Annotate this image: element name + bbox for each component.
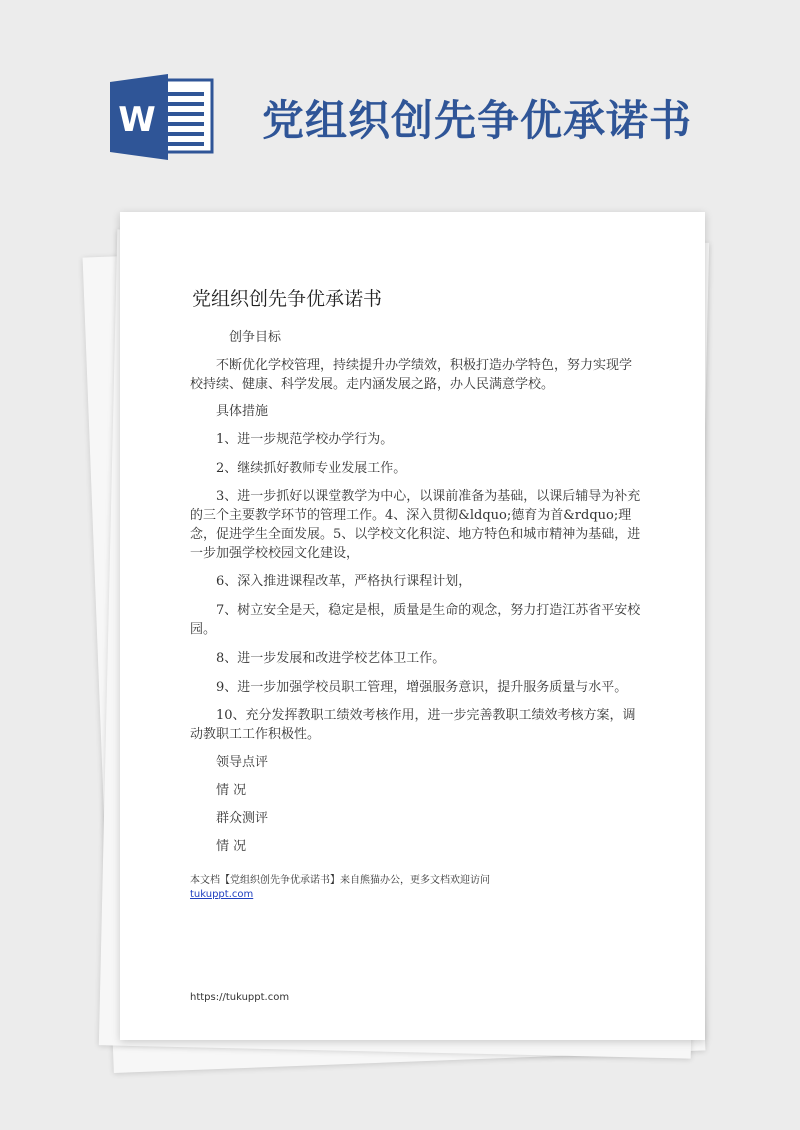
source-footnote [190,874,490,902]
paragraph: 10、充分发挥教职工绩效考核作用，进一步完善教职工绩效考核方案，调动教职工工作积极性。 [190,708,636,742]
word-document-icon [110,72,220,162]
document-page [120,212,705,1040]
footnote-text: 本文档【党组织创先争优承诺书】来自熊猫办公，更多文档欢迎访问 [190,875,490,886]
paragraph: 2、继续抓好教师专业发展工作。 [216,461,407,476]
section-heading: 创争目标 [229,330,282,345]
section-heading: 领导点评 [216,755,269,770]
paragraph: 3、进一步抓好以课堂教学为中心，以课前准备为基础，以课后辅导为补充的三个主要教学环节的管理工作。4、深入贯彻&ldquo;德育为首&rdquo;理念，促进学生全面发展。5、以学校文化积淀、地方特色和城市精神为基础，进一步加强学校校园文化建设， [190,489,641,561]
section-heading: 群众测评 [216,811,269,826]
paragraph: 8、进一步发展和改进学校艺体卫工作。 [216,651,446,666]
paragraph: 不断优化学校管理，持续提升办学绩效，积极打造办学特色，努力实现学校持续、健康、科学发展。走内涵发展之路，办人民满意学校。 [190,358,633,392]
paragraph: 9、进一步加强学校员职工管理，增强服务意识，提升服务质量与水平。 [216,680,628,695]
header-title: 党组织创先争优承诺书 [262,96,693,145]
footnote-link[interactable]: tukuppt.com [190,889,254,900]
section-heading: 情 况 [216,783,247,798]
section-heading: 情 况 [216,839,247,854]
page-footer-url: https://tukuppt.com [190,992,290,1003]
section-heading: 具体措施 [216,404,269,419]
header [0,0,800,200]
paragraph: 1、进一步规范学校办学行为。 [216,432,394,447]
paragraph: 6、深入推进课程改革，严格执行课程计划， [216,574,472,589]
word-icon-letter: W [118,100,156,140]
paragraph: 7、树立安全是天，稳定是根，质量是生命的观念，努力打造江苏省平安校园。 [190,603,641,637]
document-body [190,328,642,856]
document-title: 党组织创先争优承诺书 [192,288,383,310]
